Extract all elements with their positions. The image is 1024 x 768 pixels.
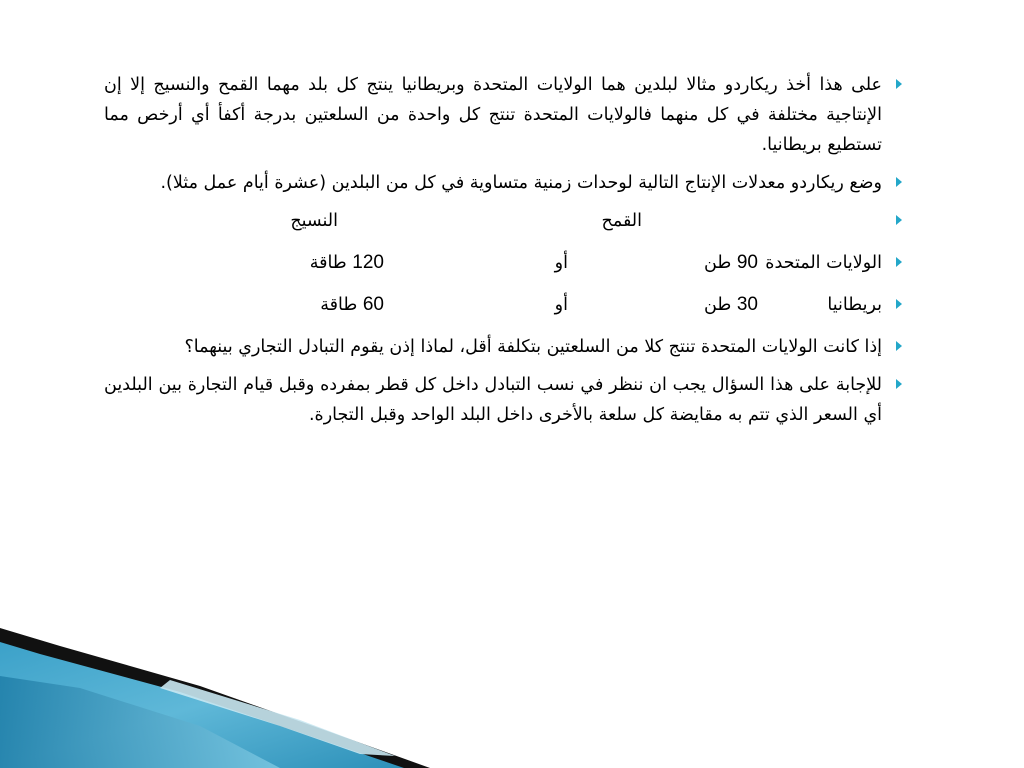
- bullet-item-production-rates: [80, 168, 910, 198]
- paragraph-text: وضع ريكاردو معدلات الإنتاج التالية لوحدات زمنية متساوية في كل من البلدين (عشرة أيام عمل مثلا).: [160, 173, 882, 193]
- arrowhead-bullet-icon: [896, 177, 902, 187]
- country-name: الولايات المتحدة: [765, 253, 882, 273]
- wheat-value: 30 طن: [704, 294, 758, 315]
- or-label: أو: [554, 253, 568, 273]
- decorative-wave-banner: [0, 628, 1024, 768]
- arrowhead-bullet-icon: [896, 299, 902, 309]
- column-header-wheat: القمح: [601, 211, 642, 231]
- wheat-value: 90 طن: [704, 252, 758, 273]
- arrowhead-bullet-icon: [896, 79, 902, 89]
- or-label: أو: [554, 295, 568, 315]
- column-header-cloth: النسيج: [290, 211, 338, 231]
- paragraph-text: إذا كانت الولايات المتحدة تنتج كلا من السلعتين بتكلفة أقل، لماذا إذن يقوم التبادل التجاري بينهما؟: [184, 337, 882, 357]
- arrowhead-bullet-icon: [896, 341, 902, 351]
- slide-content: [80, 70, 910, 438]
- arrowhead-bullet-icon: [896, 379, 902, 389]
- bullet-item-ricardo-example: [80, 70, 910, 160]
- paragraph-text: للإجابة على هذا السؤال يجب ان ننظر في نسب التبادل داخل كل قطر بمفرده وقبل قيام التجارة بين البلدين أي السعر الذي تتم به مقايضة كل سلعة بالأخرى داخل البلد الواحد وقبل التجارة.: [104, 375, 882, 425]
- table-header-row: [80, 206, 910, 236]
- cloth-value: 60 طاقة: [320, 294, 384, 315]
- country-name: بريطانيا: [827, 295, 882, 315]
- arrowhead-bullet-icon: [896, 215, 902, 225]
- paragraph-text: على هذا أخذ ريكاردو مثالا لبلدين هما الولايات المتحدة وبريطانيا ينتج كل بلد مهما القمح والنسيج إلا إن الإنتاجية مختلفة في كل منهما فالولايات المتحدة تنتج كل واحدة من السلعتين بدرجة أكفأ أي أرخص مما تستطيع بريطانيا.: [104, 75, 882, 155]
- bullet-item-answer: [80, 370, 910, 430]
- cloth-value: 120 طاقة: [309, 252, 384, 273]
- table-row: [80, 290, 910, 320]
- bullet-item-trade-question: [80, 332, 910, 362]
- arrowhead-bullet-icon: [896, 257, 902, 267]
- table-row: [80, 248, 910, 278]
